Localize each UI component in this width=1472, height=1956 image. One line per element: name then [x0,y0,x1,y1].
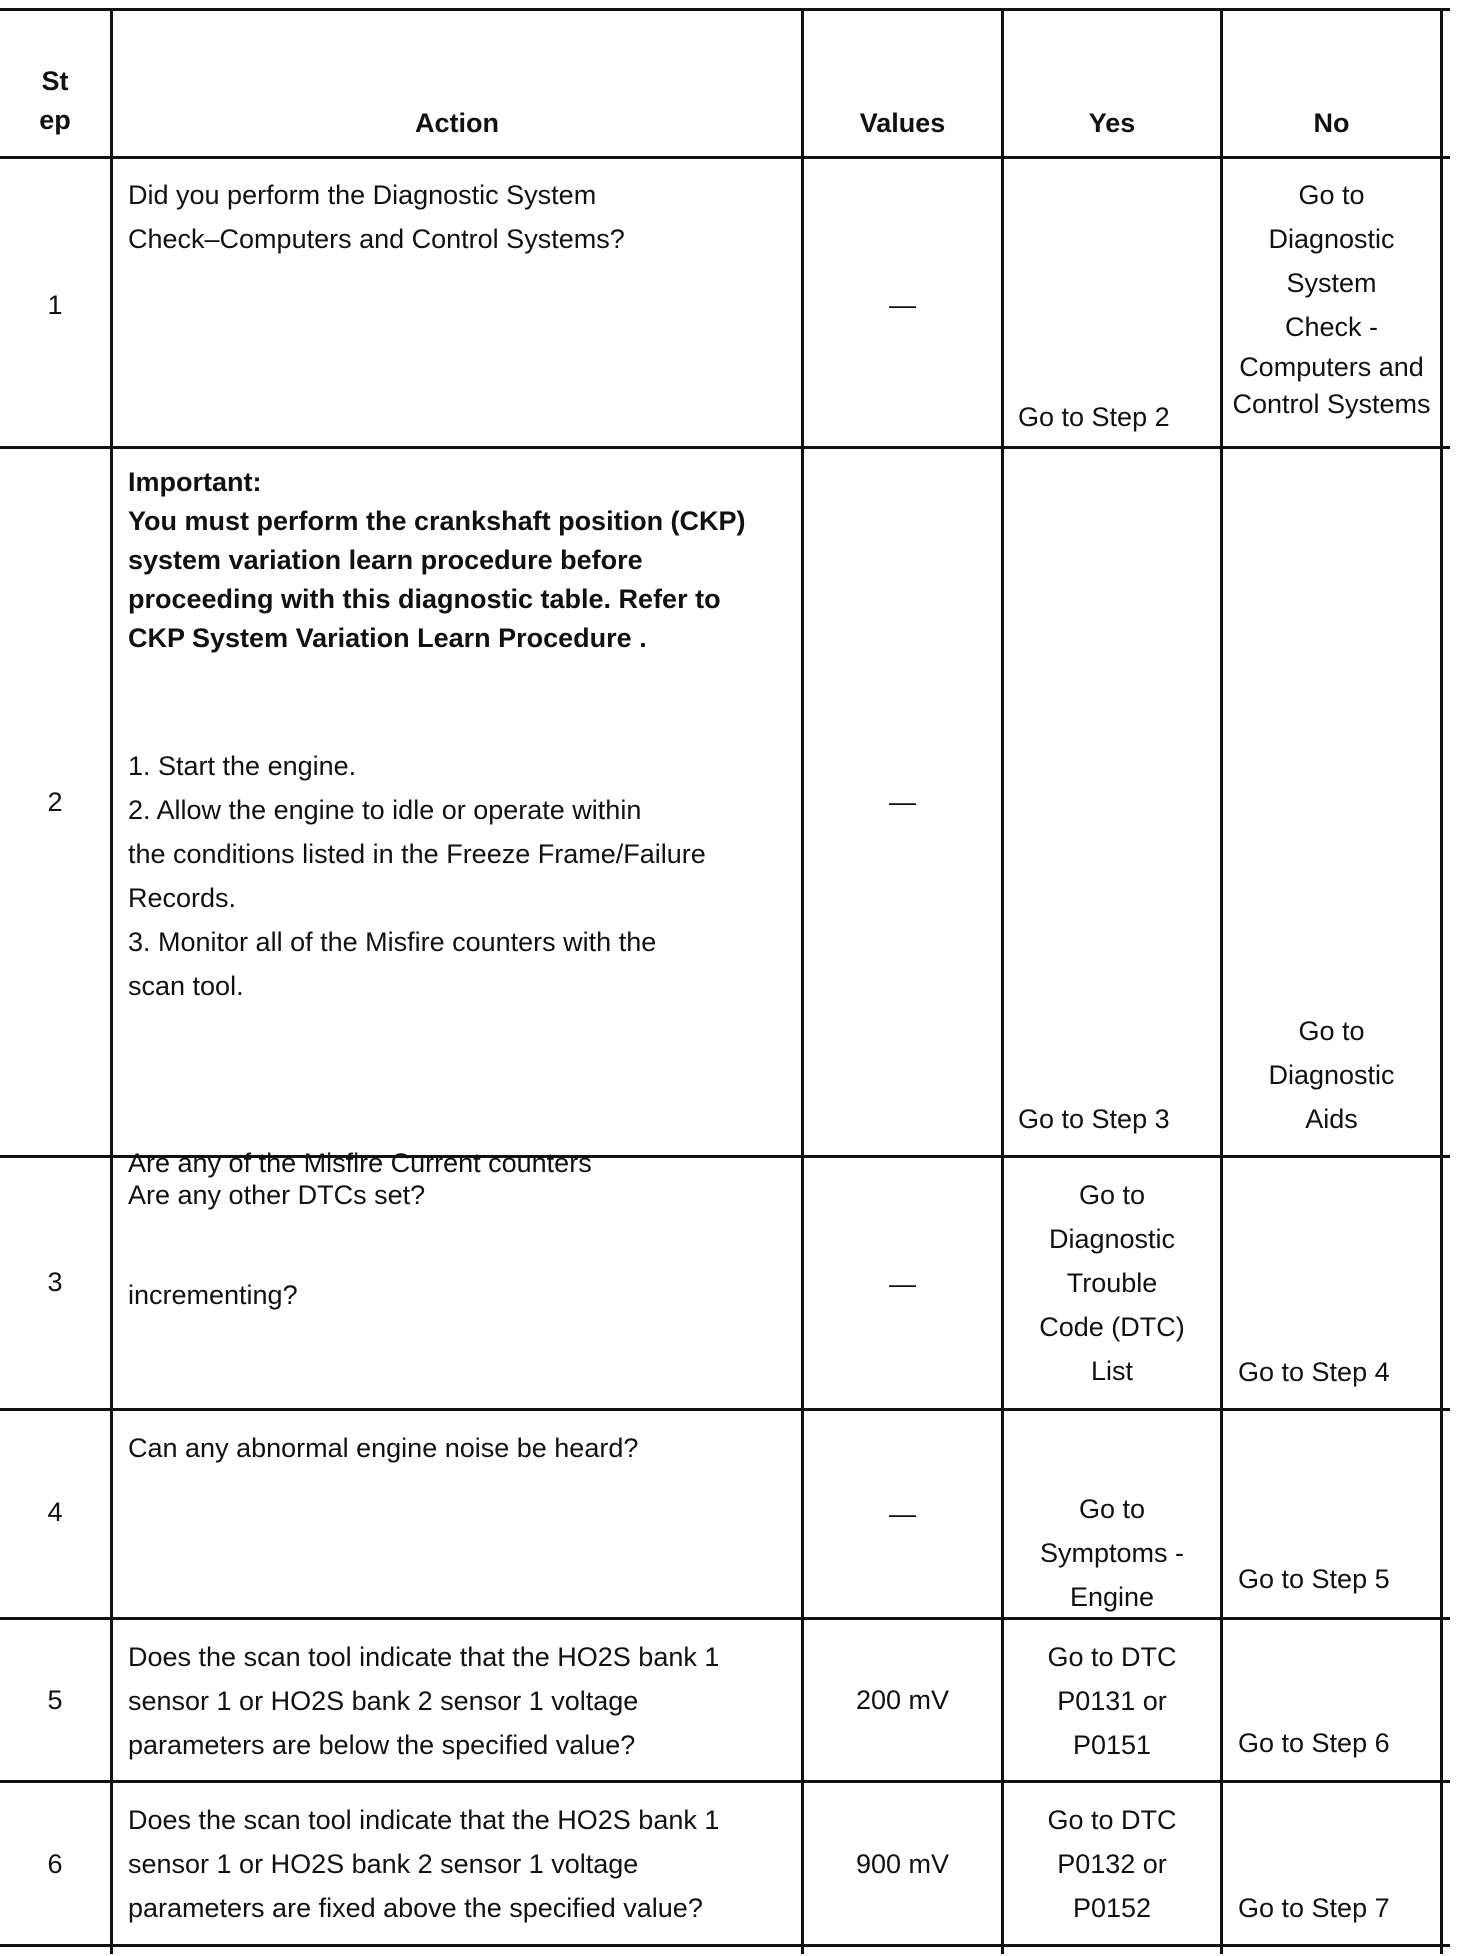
value-text: — [889,290,916,320]
value-text: — [889,787,916,817]
table-border-bottom [0,1944,1450,1947]
header-action: Action [415,108,499,138]
header-values: Values [859,108,946,138]
header-no: No [1313,108,1350,138]
row-divider [0,1780,1450,1783]
row-divider [0,1408,1450,1411]
step-number: 4 [47,1497,63,1527]
step-number: 1 [47,290,63,320]
step-number: 6 [47,1849,63,1879]
action-question: Are any of the Misfire Current counters incrementing? [128,1148,592,1310]
value-text: 200 mV [855,1685,950,1715]
no-text: Go to Step 7 [1238,1893,1390,1923]
no-text: Go to Diagnostic Aids [1268,1016,1395,1134]
step-number: 3 [47,1267,63,1297]
no-text: Go to Step 6 [1238,1728,1390,1758]
yes-text: Go to DTC P0131 or P0151 [1047,1642,1177,1760]
important-note: Important: You must perform the crankshaft position (CKP) system variation learn procedure before proceeding with this diagnostic table. Refer to CKP System Variation Learn Procedure . [128,467,746,653]
yes-text: Go to Symptoms - Engine [1039,1494,1185,1612]
value-text: — [889,1269,916,1299]
step-number: 5 [47,1685,63,1715]
action-text: Does the scan tool indicate that the HO2S bank 1 sensor 1 or HO2S bank 2 sensor 1 voltage parameters are below the specified value? [128,1642,720,1760]
row-divider [0,1617,1450,1620]
yes-text: Go to DTC P0132 or P0152 [1047,1805,1177,1923]
no-text: Go to Step 4 [1238,1357,1390,1387]
action-text: Does the scan tool indicate that the HO2S bank 1 sensor 1 or HO2S bank 2 sensor 1 voltage parameters are fixed above the specified value? [128,1805,720,1923]
table-border-top [0,8,1450,11]
action-text: Did you perform the Diagnostic System Check–Computers and Control Systems? [128,180,625,254]
no-text: Go to Diagnostic System Check - Computers and Control Systems [1232,180,1431,419]
value-text: — [889,1499,916,1529]
yes-text: Go to Diagnostic Trouble Code (DTC) List [1039,1180,1185,1386]
header-step: St ep [39,66,71,135]
row-divider [0,156,1450,159]
col-divider [110,10,113,1954]
yes-text: Go to Step 2 [1018,402,1170,432]
action-text: Are any other DTCs set? [128,1180,426,1210]
col-divider [1440,10,1443,1954]
row-divider [0,446,1450,449]
yes-text: Go to Step 3 [1018,1104,1170,1134]
no-text: Go to Step 5 [1238,1564,1390,1594]
action-text: Can any abnormal engine noise be heard? [128,1433,639,1463]
procedure-steps: 1. Start the engine. 2. Allow the engine to idle or operate within the conditions listed in the Freeze Frame/Failure Records. 3. Monitor all of the Misfire counters with the scan tool. [128,751,706,1001]
value-text: 900 mV [855,1849,950,1879]
step-number: 2 [47,787,63,817]
header-yes: Yes [1088,108,1136,138]
